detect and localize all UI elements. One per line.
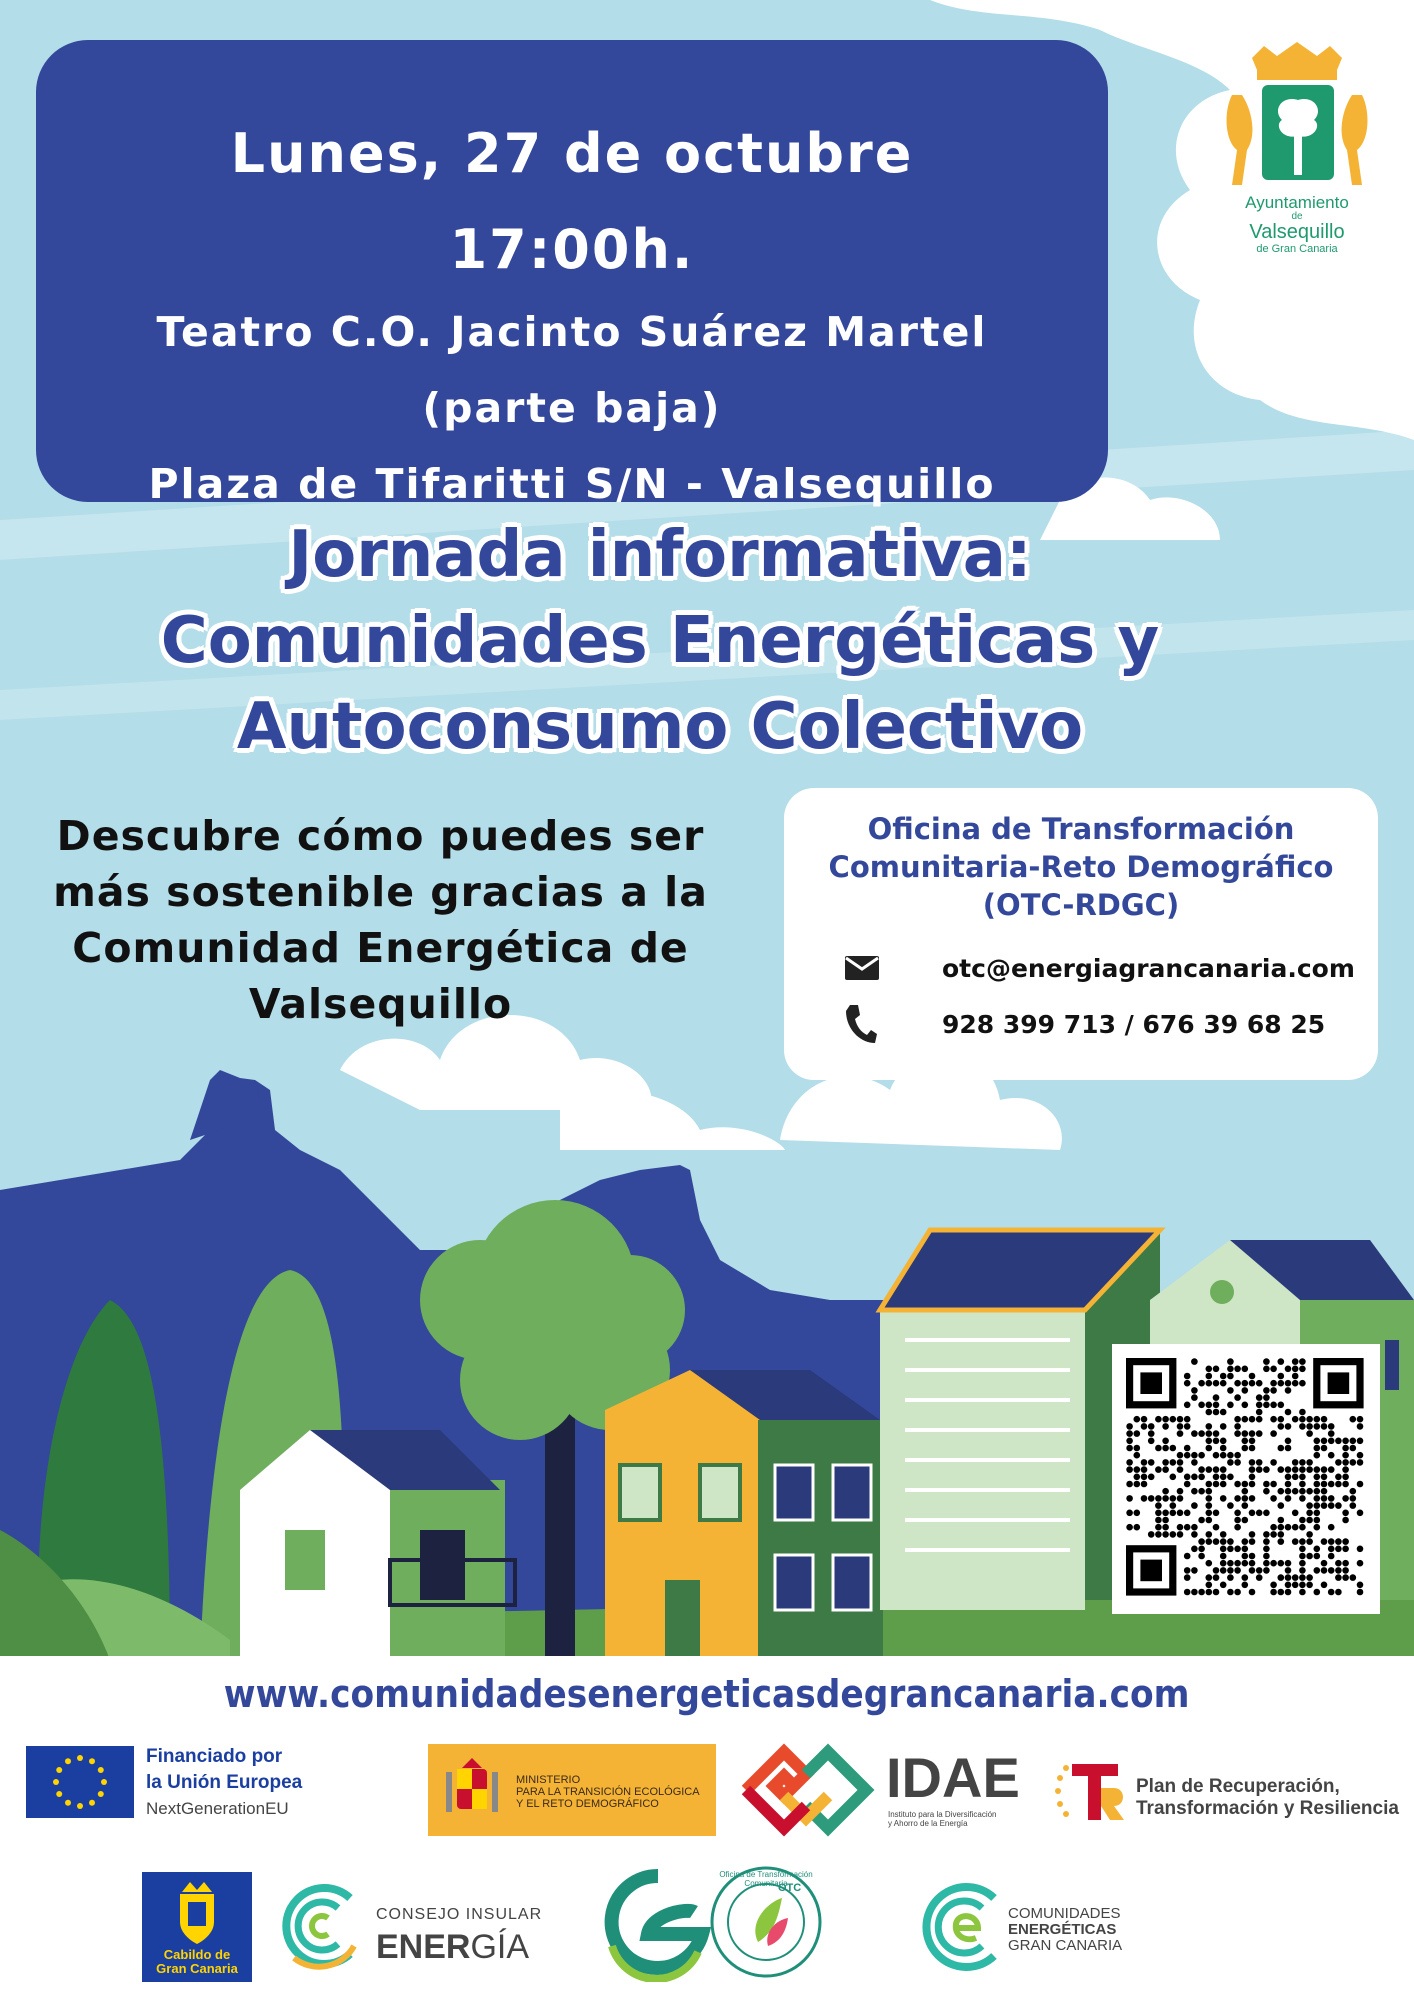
ministry-line-2: PARA LA TRANSICIÓN ECOLÓGICA bbox=[516, 1786, 700, 1798]
event-venue: Teatro C.O. Jacinto Suárez Martel bbox=[156, 308, 988, 356]
description-line-3: Comunidad Energética de bbox=[72, 924, 689, 972]
cabildo-crest-icon bbox=[142, 1878, 252, 1950]
otc-ring-text: Oficina de Transformación Comunitaria bbox=[719, 1870, 813, 1888]
event-address: Plaza de Tifaritti S/N - Valsequillo bbox=[148, 460, 996, 508]
event-venue-detail: (parte baja) bbox=[422, 384, 722, 432]
description-line-4: Valsequillo bbox=[248, 980, 513, 1028]
idae-sub-2: y Ahorro de la Energía bbox=[888, 1819, 968, 1828]
logo-line-de: de bbox=[1291, 211, 1303, 222]
ayuntamiento-valsequillo-logo bbox=[1202, 40, 1392, 270]
recovery-plan-logo bbox=[1052, 1758, 1414, 1828]
qr-code-icon bbox=[1112, 1344, 1380, 1614]
envelope-icon bbox=[844, 948, 900, 988]
spain-coat-of-arms-icon bbox=[442, 1754, 502, 1824]
idae-sub-1: Instituto para la Diversificación bbox=[888, 1810, 997, 1819]
title-line-1: Jornada informativa: bbox=[288, 518, 1032, 592]
website-url[interactable]: www.comunidadesenergeticasdegrancanaria.com bbox=[223, 1672, 1190, 1716]
main-title bbox=[0, 512, 1320, 770]
recovery-line-2: Transformación y Resiliencia bbox=[1136, 1798, 1399, 1819]
email-row bbox=[844, 948, 1355, 988]
description bbox=[8, 808, 753, 1032]
title-line-3: Autoconsumo Colectivo bbox=[236, 690, 1084, 764]
ministry-line-3: Y EL RETO DEMOGRÁFICO bbox=[516, 1798, 659, 1810]
ministry-logo bbox=[428, 1744, 716, 1836]
orange-house bbox=[605, 1370, 883, 1660]
logo-line-gran-canaria: de Gran Canaria bbox=[1256, 243, 1338, 255]
cabildo-line-2: Gran Canaria bbox=[156, 1961, 238, 1976]
eu-line-2: la Unión Europea bbox=[146, 1772, 303, 1793]
cabildo-line-1: Cabildo de bbox=[163, 1947, 231, 1962]
recovery-line-1: Plan de Recuperación, bbox=[1136, 1776, 1340, 1797]
idae-logo bbox=[736, 1742, 1026, 1838]
consejo-line-2a: ENER bbox=[376, 1928, 471, 1966]
ceg-line-1: COMUNIDADES bbox=[1008, 1905, 1121, 1922]
phone-row bbox=[844, 1004, 1325, 1044]
recovery-plan-tr-icon bbox=[1052, 1758, 1132, 1824]
comunidades-swirl-icon bbox=[916, 1876, 1008, 1976]
consejo-line-2b: GÍA bbox=[470, 1928, 530, 1966]
comunidades-energeticas-logo bbox=[916, 1876, 1176, 1980]
logo-line-ayuntamiento: Ayuntamiento bbox=[1245, 193, 1349, 212]
ceg-line-3: GRAN CANARIA bbox=[1008, 1937, 1123, 1954]
contact-card bbox=[784, 788, 1378, 1080]
office-line-3: (OTC-RDGC) bbox=[982, 888, 1180, 922]
office-line-2: Comunitaria-Reto Demográfico bbox=[828, 850, 1334, 884]
white-house bbox=[240, 1430, 515, 1660]
contact-phone[interactable]: 928 399 713 / 676 39 68 25 bbox=[942, 1009, 1326, 1039]
office-name bbox=[784, 810, 1378, 924]
cabildo-gran-canaria-logo bbox=[142, 1872, 252, 1982]
logo-line-valsequillo: Valsequillo bbox=[1249, 221, 1345, 243]
ceg-line-2: ENERGÉTICAS bbox=[1008, 1921, 1117, 1938]
eu-line-3: NextGenerationEU bbox=[146, 1799, 289, 1818]
consejo-insular-energia-logo bbox=[274, 1876, 544, 1980]
idae-wordmark: IDAE bbox=[886, 1746, 1020, 1809]
eu-flag-icon bbox=[26, 1746, 134, 1818]
phone-icon bbox=[844, 1004, 900, 1044]
qr-code[interactable] bbox=[1112, 1344, 1380, 1614]
consejo-energia-swirl-icon bbox=[274, 1876, 364, 1976]
otc-logo bbox=[598, 1862, 830, 1982]
description-line-1: Descubre cómo puedes ser bbox=[56, 812, 705, 860]
event-date: Lunes, 27 de octubre bbox=[230, 122, 914, 185]
contact-email[interactable]: otc@energiagrancanaria.com bbox=[942, 953, 1355, 983]
idae-knot-icon bbox=[736, 1742, 876, 1838]
event-details-box bbox=[36, 40, 1108, 508]
description-line-2: más sostenible gracias a la bbox=[53, 868, 708, 916]
consejo-line-1: CONSEJO INSULAR bbox=[376, 1906, 543, 1923]
office-line-1: Oficina de Transformación bbox=[867, 812, 1295, 846]
eu-line-1: Financiado por bbox=[146, 1746, 283, 1767]
valsequillo-crest-icon bbox=[1202, 40, 1392, 190]
ministry-line-1: MINISTERIO bbox=[516, 1774, 581, 1786]
title-line-2: Comunidades Energéticas y bbox=[160, 604, 1160, 678]
otc-tag: OTC bbox=[778, 1882, 802, 1894]
eu-funding-logo bbox=[26, 1744, 336, 1819]
event-time: 17:00h. bbox=[449, 218, 695, 281]
